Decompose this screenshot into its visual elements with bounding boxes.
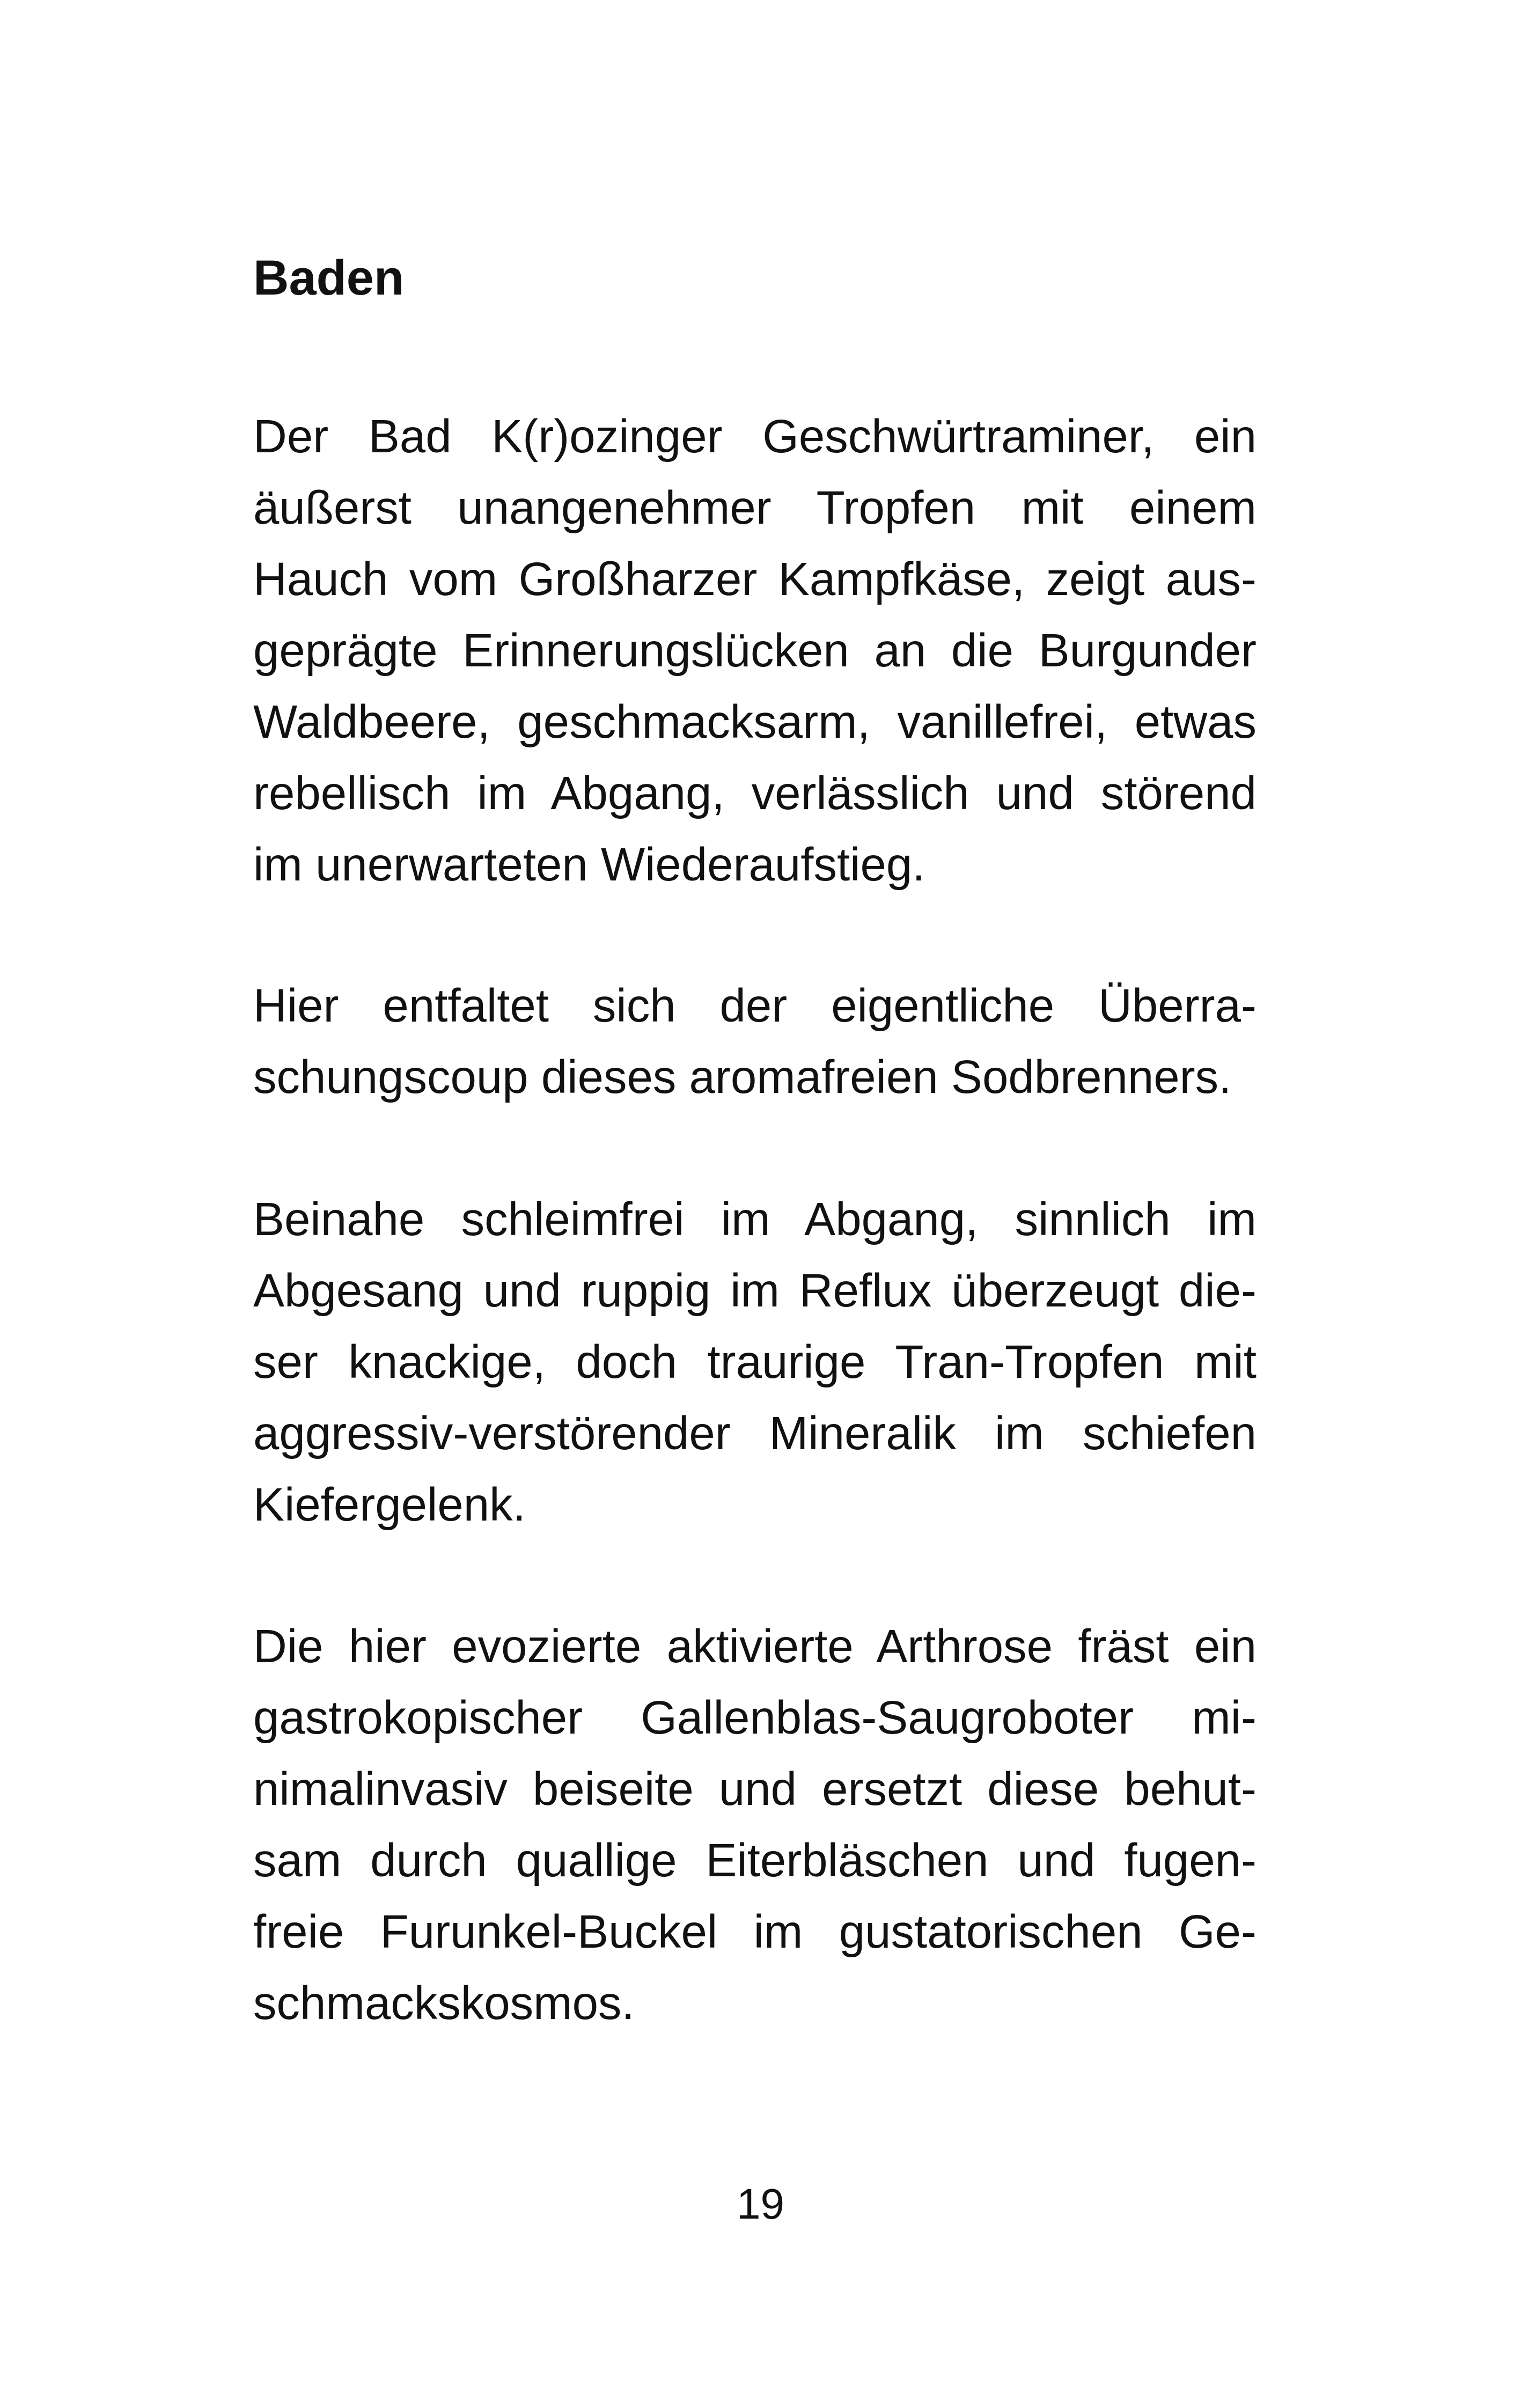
section-heading: Baden [253,251,405,305]
text-line: gastrokopischer Gallenblas-Saugroboter mi- [253,1692,1257,1744]
text-line: Kiefergelenk. [253,1479,526,1531]
text-line: freie Furunkel-Buckel im gustatorischen Ge- [253,1906,1257,1958]
text-line: sam durch quallige Eiterbläschen und fugen- [253,1834,1257,1886]
page-number: 19 [737,2180,784,2228]
text-line: Waldbeere, geschmacksarm, vanillefrei, etwas [253,696,1257,748]
text-line: geprägte Erinnerungslücken an die Burgunder [253,625,1257,677]
text-line: aggressiv-verstörender Mineralik im schiefen [253,1407,1257,1459]
paragraph-3 [253,1184,1257,1540]
text-line: Hauch vom Großharzer Kampfkäse, zeigt aus- [253,553,1257,605]
text-line: schmackskosmos. [253,1977,635,2029]
text-line: nimalinvasiv beiseite und ersetzt diese behut- [253,1763,1257,1815]
text-line: Die hier evozierte aktivierte Arthrose fräst ein [253,1620,1257,1672]
text-line: Beinahe schleimfrei im Abgang, sinnlich im [253,1193,1257,1245]
paragraph-1 [253,401,1257,900]
text-line: äußerst unangenehmer Tropfen mit einem [253,482,1257,534]
text-line: Hier entfaltet sich der eigentliche Überra- [253,980,1257,1032]
paragraph-2 [253,970,1257,1113]
text-line: ser knackige, doch traurige Tran-Tropfen mit [253,1336,1257,1388]
text-line: Der Bad K(r)ozinger Geschwürtraminer, ein [253,410,1257,462]
text-line: rebellisch im Abgang, verlässlich und störend [253,767,1257,819]
paragraph-4 [253,1611,1257,2039]
text-line: schungscoup dieses aromafreien Sodbrenners. [253,1051,1232,1103]
text-line: Abgesang und ruppig im Reflux überzeugt die- [253,1265,1257,1317]
text-line: im unerwarteten Wiederaufstieg. [253,839,925,891]
